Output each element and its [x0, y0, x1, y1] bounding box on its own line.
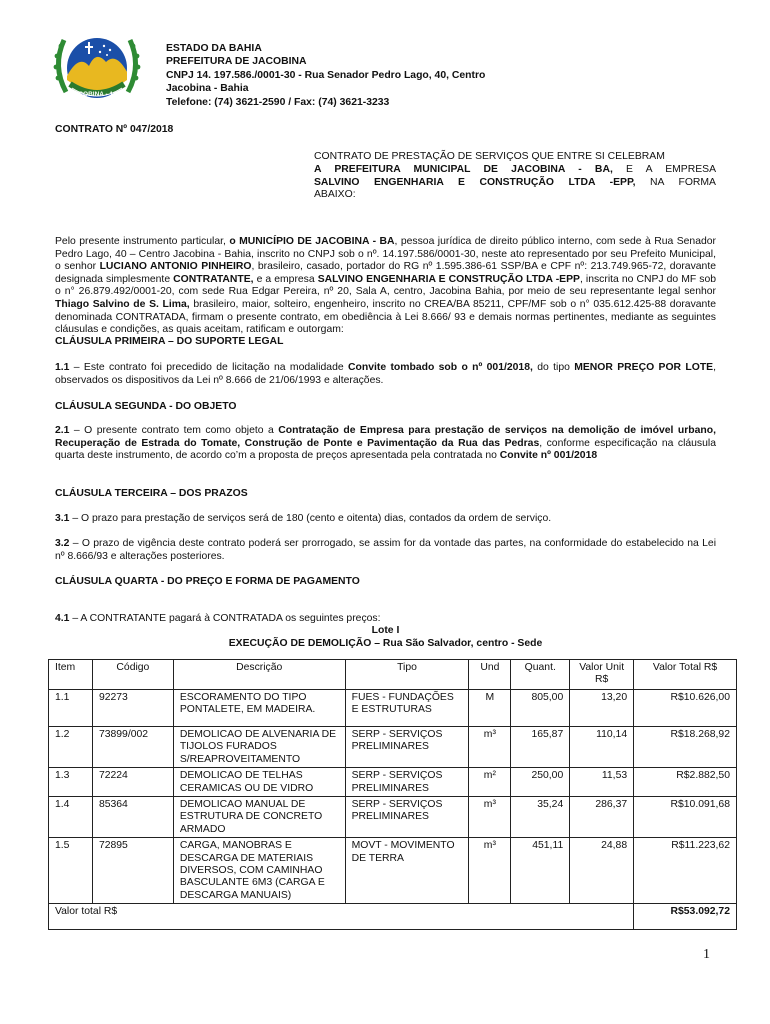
table-row — [49, 797, 737, 838]
mayor-name: LUCIANO ANTONIO PINHEIRO — [99, 261, 252, 273]
cell-valor-total: R$10.091,68 — [670, 799, 730, 811]
cell-und: m³ — [483, 799, 496, 811]
clause-4-1 — [55, 613, 716, 626]
header-und: Und — [480, 662, 500, 673]
header-quant: Quant. — [524, 662, 556, 673]
cell-codigo: 85364 — [98, 799, 128, 811]
cell-quant: 250,00 — [531, 770, 564, 782]
header-phone: Telefone: (74) 3621-2590 / Fax: (74) 3621-3233 — [166, 96, 390, 108]
text: brasileiro, maior, solteiro, engenheiro, inscrito no CREA/BA 85211, CPF/MF sob o n° 035.612.425-88 doravante denominada CONTRATADA, firmam o presente contrato, em obediência à Lei 8.666/ 93 e demais normas pertinentes, mediante as seguintes cláusulas e condições, as quais aceitam, ratificam e outorgam: — [55, 298, 717, 336]
cell-quant: 805,00 — [531, 692, 564, 703]
cell-valor-unit: 286,37 — [595, 799, 628, 811]
header-valor-total: Valor Total R$ — [652, 662, 718, 673]
header-descricao: Descrição — [236, 662, 283, 673]
clause-4-title: CLÁUSULA QUARTA - DO PREÇO E FORMA DE PAGAMENTO — [55, 576, 360, 587]
table-row — [49, 727, 737, 768]
contract-number: CONTRATO Nº 047/2018 — [55, 124, 174, 135]
execution-title: EXECUÇÃO DE DEMOLIÇÃO – Rua São Salvador, centro - Sede — [228, 638, 543, 649]
cell-descricao: CARGA, MANOBRAS E DESCARGA DE MATERIAIS DIVERSOS, COM CAMINHAO BASCULANTE 6M3 (CARGA E DESCARGA MANUAIS) — [179, 840, 325, 901]
text: – A CONTRATANTE pagará à CONTRATADA os seguintes preços: — [69, 613, 381, 624]
letterhead — [166, 42, 485, 109]
header-prefecture: PREFEITURA DE JACOBINA — [166, 56, 307, 68]
clause-2-title: CLÁUSULA SEGUNDA - DO OBJETO — [55, 401, 237, 412]
summary-line-4: ABAIXO: — [314, 189, 356, 201]
cell-valor-unit: 24,88 — [601, 840, 628, 852]
bold-text: Convite tombado sob o nº 001/2018, — [348, 362, 533, 373]
text: – O prazo para prestação de serviços será de 180 (cento e oitenta) dias, contados da ordem de serviço. — [69, 513, 552, 524]
table-row — [49, 690, 737, 727]
text: do tipo — [532, 362, 575, 373]
cell-und: m³ — [483, 840, 496, 852]
header-valor-unit: Valor Unit R$ — [579, 662, 625, 686]
summary-text: E A EMPRESA — [612, 163, 717, 175]
clause-number: 4.1 — [55, 613, 70, 624]
page-number: 1 — [703, 947, 710, 962]
text: – O prazo de vigência deste contrato poderá ser prorrogado, se assim for da vontade das partes, na conformidade do estabelecido na Lei nº 8.666/93 e alterações posteriores. — [55, 538, 716, 562]
cell-valor-unit: 13,20 — [601, 692, 628, 703]
text: , conforme especificação na cláusula quarta deste instrumento, de acordo co’m a proposta de preços apresentada pela contratada no — [55, 437, 716, 462]
header-city: Jacobina - Bahia — [166, 83, 249, 95]
summary-line-1: CONTRATO DE PRESTAÇÃO DE SERVIÇOS QUE ENTRE SI CELEBRAM — [314, 151, 665, 162]
cell-tipo: FUES - FUNDAÇÕES E ESTRUTURAS — [351, 692, 454, 716]
cell-codigo: 73899/002 — [98, 729, 149, 740]
text: , pessoa jurídica de direito público interno, com sede à Rua Senador Pedro Lago, 40 – Centro Jacobina - Bahia, inscrito no CNPJ sob o nº. 14.197.586/0001-30, neste ato representado por seu Prefeito Municipal, o senhor — [55, 236, 717, 273]
summary-party-2: SALVINO ENGENHARIA E CONSTRUÇÃO LTDA -EPP, — [314, 176, 636, 188]
cell-quant: 35,24 — [537, 799, 564, 811]
total-label: Valor total R$ — [55, 906, 118, 918]
clause-3-2 — [55, 538, 716, 563]
cell-item: 1.2 — [55, 729, 70, 740]
cell-tipo: SERP - SERVIÇOS PRELIMINARES — [351, 729, 443, 753]
cell-descricao: DEMOLICAO MANUAL DE ESTRUTURA DE CONCRETO ARMADO — [179, 799, 323, 835]
preamble-paragraph — [55, 236, 716, 337]
representative-name: Thiago Salvino de S. Lima, — [55, 298, 190, 310]
cell-item: 1.4 — [55, 799, 70, 811]
header-cnpj-address: CNPJ 14. 197.586./0001-30 - Rua Senador Pedro Lago, 40, Centro — [166, 69, 486, 81]
clause-number: 3.2 — [55, 538, 70, 549]
cell-valor-unit: 11,53 — [601, 770, 628, 782]
table-total-row — [49, 904, 737, 930]
text: , observados os dispositivos da Lei nº 8.666 de 21/06/1993 e alterações. — [55, 362, 716, 386]
header-item: Item — [55, 662, 76, 673]
clause-1-title: CLÁUSULA PRIMEIRA – DO SUPORTE LEGAL — [55, 336, 284, 347]
text: , inscrita no CNPJ do MF sob o n° 26.879.492/0001-20, com sede Rua Edgar Pereira, nº 20, Sala A, centro, Jacobina Bahia, por meio de seu representante legal senhor — [55, 273, 716, 298]
cell-codigo: 72224 — [98, 770, 128, 782]
lote-title: Lote I — [371, 625, 400, 636]
cell-quant: 451,11 — [532, 840, 564, 852]
text: Pelo presente instrumento particular, — [55, 236, 230, 247]
cell-valor-total: R$10.626,00 — [670, 692, 730, 703]
cell-und: M — [485, 692, 495, 703]
text: , brasileiro, casado, portador do RG nº 1.595.386-61 SSP/BA e CPF nº: 213.749.965-72, doravante designada simplesmente — [55, 261, 717, 285]
clause-3-title: CLÁUSULA TERCEIRA – DOS PRAZOS — [55, 488, 248, 499]
header-state: ESTADO DA BAHIA — [166, 43, 262, 54]
contract-summary — [314, 151, 716, 202]
clause-number: 2.1 — [55, 425, 70, 436]
clause-number: 3.1 — [55, 513, 70, 524]
cell-tipo: MOVT - MOVIMENTO DE TERRA — [351, 840, 455, 864]
bold-text: MENOR PREÇO POR LOTE — [574, 362, 714, 373]
bold-text: Contratação de Empresa para prestação de serviços na demolição de imóvel urbano, Recuperação de Estrada do Tomate, Construção de Ponte e Pavimentação da Rua das Pedras — [55, 425, 716, 449]
cell-codigo: 92273 — [98, 692, 128, 703]
text: – O presente contrato tem como objeto a — [69, 425, 279, 436]
clause-3-1 — [55, 513, 716, 526]
table-header-row — [49, 660, 737, 690]
text: – Este contrato foi precedido de licitação na modalidade — [69, 362, 348, 373]
cell-valor-total: R$2.882,50 — [676, 770, 730, 782]
total-value: R$53.092,72 — [670, 906, 730, 918]
cell-descricao: ESCORAMENTO DO TIPO PONTALETE, EM MADEIRA. — [179, 692, 316, 716]
cell-item: 1.5 — [55, 840, 70, 852]
price-table — [48, 659, 737, 930]
clause-1-body — [55, 362, 716, 387]
table-row — [49, 768, 737, 797]
summary-party-1: A PREFEITURA MUNICIPAL DE JACOBINA - BA, — [314, 163, 613, 175]
cell-valor-unit: 110,14 — [596, 729, 628, 740]
cell-und: m² — [483, 770, 496, 782]
cell-tipo: SERP - SERVIÇOS PRELIMINARES — [351, 770, 443, 794]
cell-valor-total: R$18.268,92 — [670, 729, 730, 740]
cell-codigo: 72895 — [98, 840, 128, 852]
bold-text: Convite nº 001/2018 — [499, 450, 598, 462]
contratante-label: CONTRATANTE, — [173, 273, 254, 285]
company-name: SALVINO ENGENHARIA E CONSTRUÇÃO LTDA -EPP — [317, 273, 580, 285]
header-tipo: Tipo — [397, 662, 417, 673]
jacobina-seal-logo — [44, 32, 150, 102]
cell-item: 1.3 — [55, 770, 70, 782]
clause-number: 1.1 — [55, 362, 70, 373]
header-codigo: Código — [116, 662, 150, 673]
cell-item: 1.1 — [55, 692, 70, 703]
cell-descricao: DEMOLICAO DE TELHAS CERAMICAS OU DE VIDRO — [179, 770, 314, 794]
cell-und: m³ — [483, 729, 496, 740]
table-row — [49, 838, 737, 904]
text: e a empresa — [253, 273, 318, 285]
summary-text: NA FORMA — [635, 176, 716, 188]
cell-descricao: DEMOLICAO DE ALVENARIA DE TIJOLOS FURADOS S/REAPROVEITAMENTO — [179, 729, 337, 765]
cell-tipo: SERP - SERVIÇOS PRELIMINARES — [351, 799, 443, 823]
cell-quant: 165,87 — [531, 729, 564, 740]
seal-text: JACOBINA - 1880 — [70, 91, 124, 98]
municipality-name: o MUNICÍPIO DE JACOBINA - BA — [229, 236, 395, 247]
clause-2-body — [55, 425, 716, 463]
cell-valor-total: R$11.223,62 — [671, 840, 730, 852]
